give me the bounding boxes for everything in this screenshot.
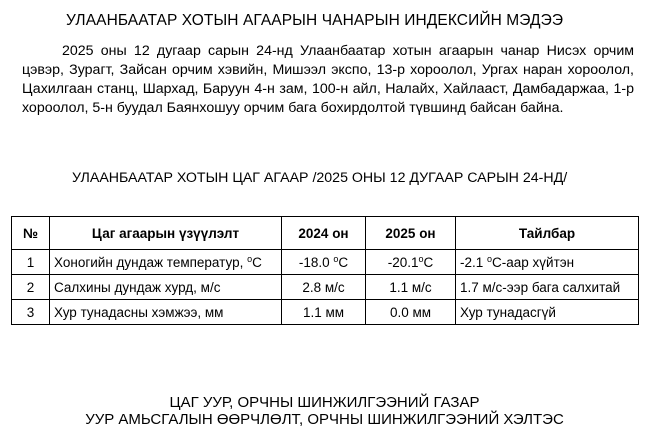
- row-indicator: Салхины дундаж хурд, м/с: [50, 275, 282, 300]
- row-indicator: Хоногийн дундаж температур, $^о$С: [50, 250, 282, 275]
- air-quality-paragraph: 2025 оны 12 дугаар сарын 24-нд Улаанбаатар хотын агаарын чанар Нисэх орчим цэвэр, Зурагт, Зайсан орчим хэвийн, Мишээл экспо, 13-р хороолол, Ургах наран хороолол, Цахилгаан станц, Шархад, Баруун 4-н зам, 100-н айл, Налайх, Хайлааст, Дамбадаржаа, 1-р хороолол, 5-н буудал Баянхошуу орчим бага бохирдолтой түвшинд байсан байна.: [22, 43, 634, 116]
- footer-division: УУР АМЬСГАЛЫН ӨӨРЧЛӨЛТ, ОРЧНЫ ШИНЖИЛГЭЭНИЙ ХЭЛТЭС: [85, 411, 564, 428]
- table-row: [12, 250, 639, 275]
- table-header-row: [12, 217, 639, 250]
- row-value-2025: 0.0 мм: [366, 300, 456, 325]
- header-2025: 2025 он: [366, 217, 456, 250]
- row-value-2024: 2.8 м/с: [282, 275, 366, 300]
- header-number: №: [12, 217, 50, 250]
- weather-table: [11, 216, 639, 325]
- document-title: УЛААНБААТАР ХОТЫН АГААРЫН ЧАНАРЫН ИНДЕКСИЙН МЭДЭЭ: [66, 12, 564, 29]
- row-value-2025: 1.1 м/с: [366, 275, 456, 300]
- row-value-2024: 1.1 мм: [282, 300, 366, 325]
- table-row: [12, 300, 639, 325]
- row-number: 1: [12, 250, 50, 275]
- row-value-2024: -18.0 $^о$С: [282, 250, 366, 275]
- row-indicator: Хур тунадасны хэмжээ, мм: [50, 300, 282, 325]
- row-number: 2: [12, 275, 50, 300]
- row-note: 1.7 м/с-ээр бага салхитай: [456, 275, 639, 300]
- row-note: Хур тунадасгүй: [456, 300, 639, 325]
- weather-table-title: УЛААНБААТАР ХОТЫН ЦАГ АГААР /2025 ОНЫ 12 ДУГААР САРЫН 24-НД/: [72, 170, 568, 186]
- row-value-2025: $-20.1^оС$: [366, 250, 456, 275]
- header-note: Тайлбар: [456, 217, 639, 250]
- table-row: [12, 275, 639, 300]
- header-indicator: Цаг агаарын үзүүлэлт: [50, 217, 282, 250]
- row-number: 3: [12, 300, 50, 325]
- row-note: -2.1 $^о$С-аар хүйтэн: [456, 250, 639, 275]
- footer-department: ЦАГ УУР, ОРЧНЫ ШИНЖИЛГЭЭНИЙ ГАЗАР: [169, 394, 480, 411]
- header-2024: 2024 он: [282, 217, 366, 250]
